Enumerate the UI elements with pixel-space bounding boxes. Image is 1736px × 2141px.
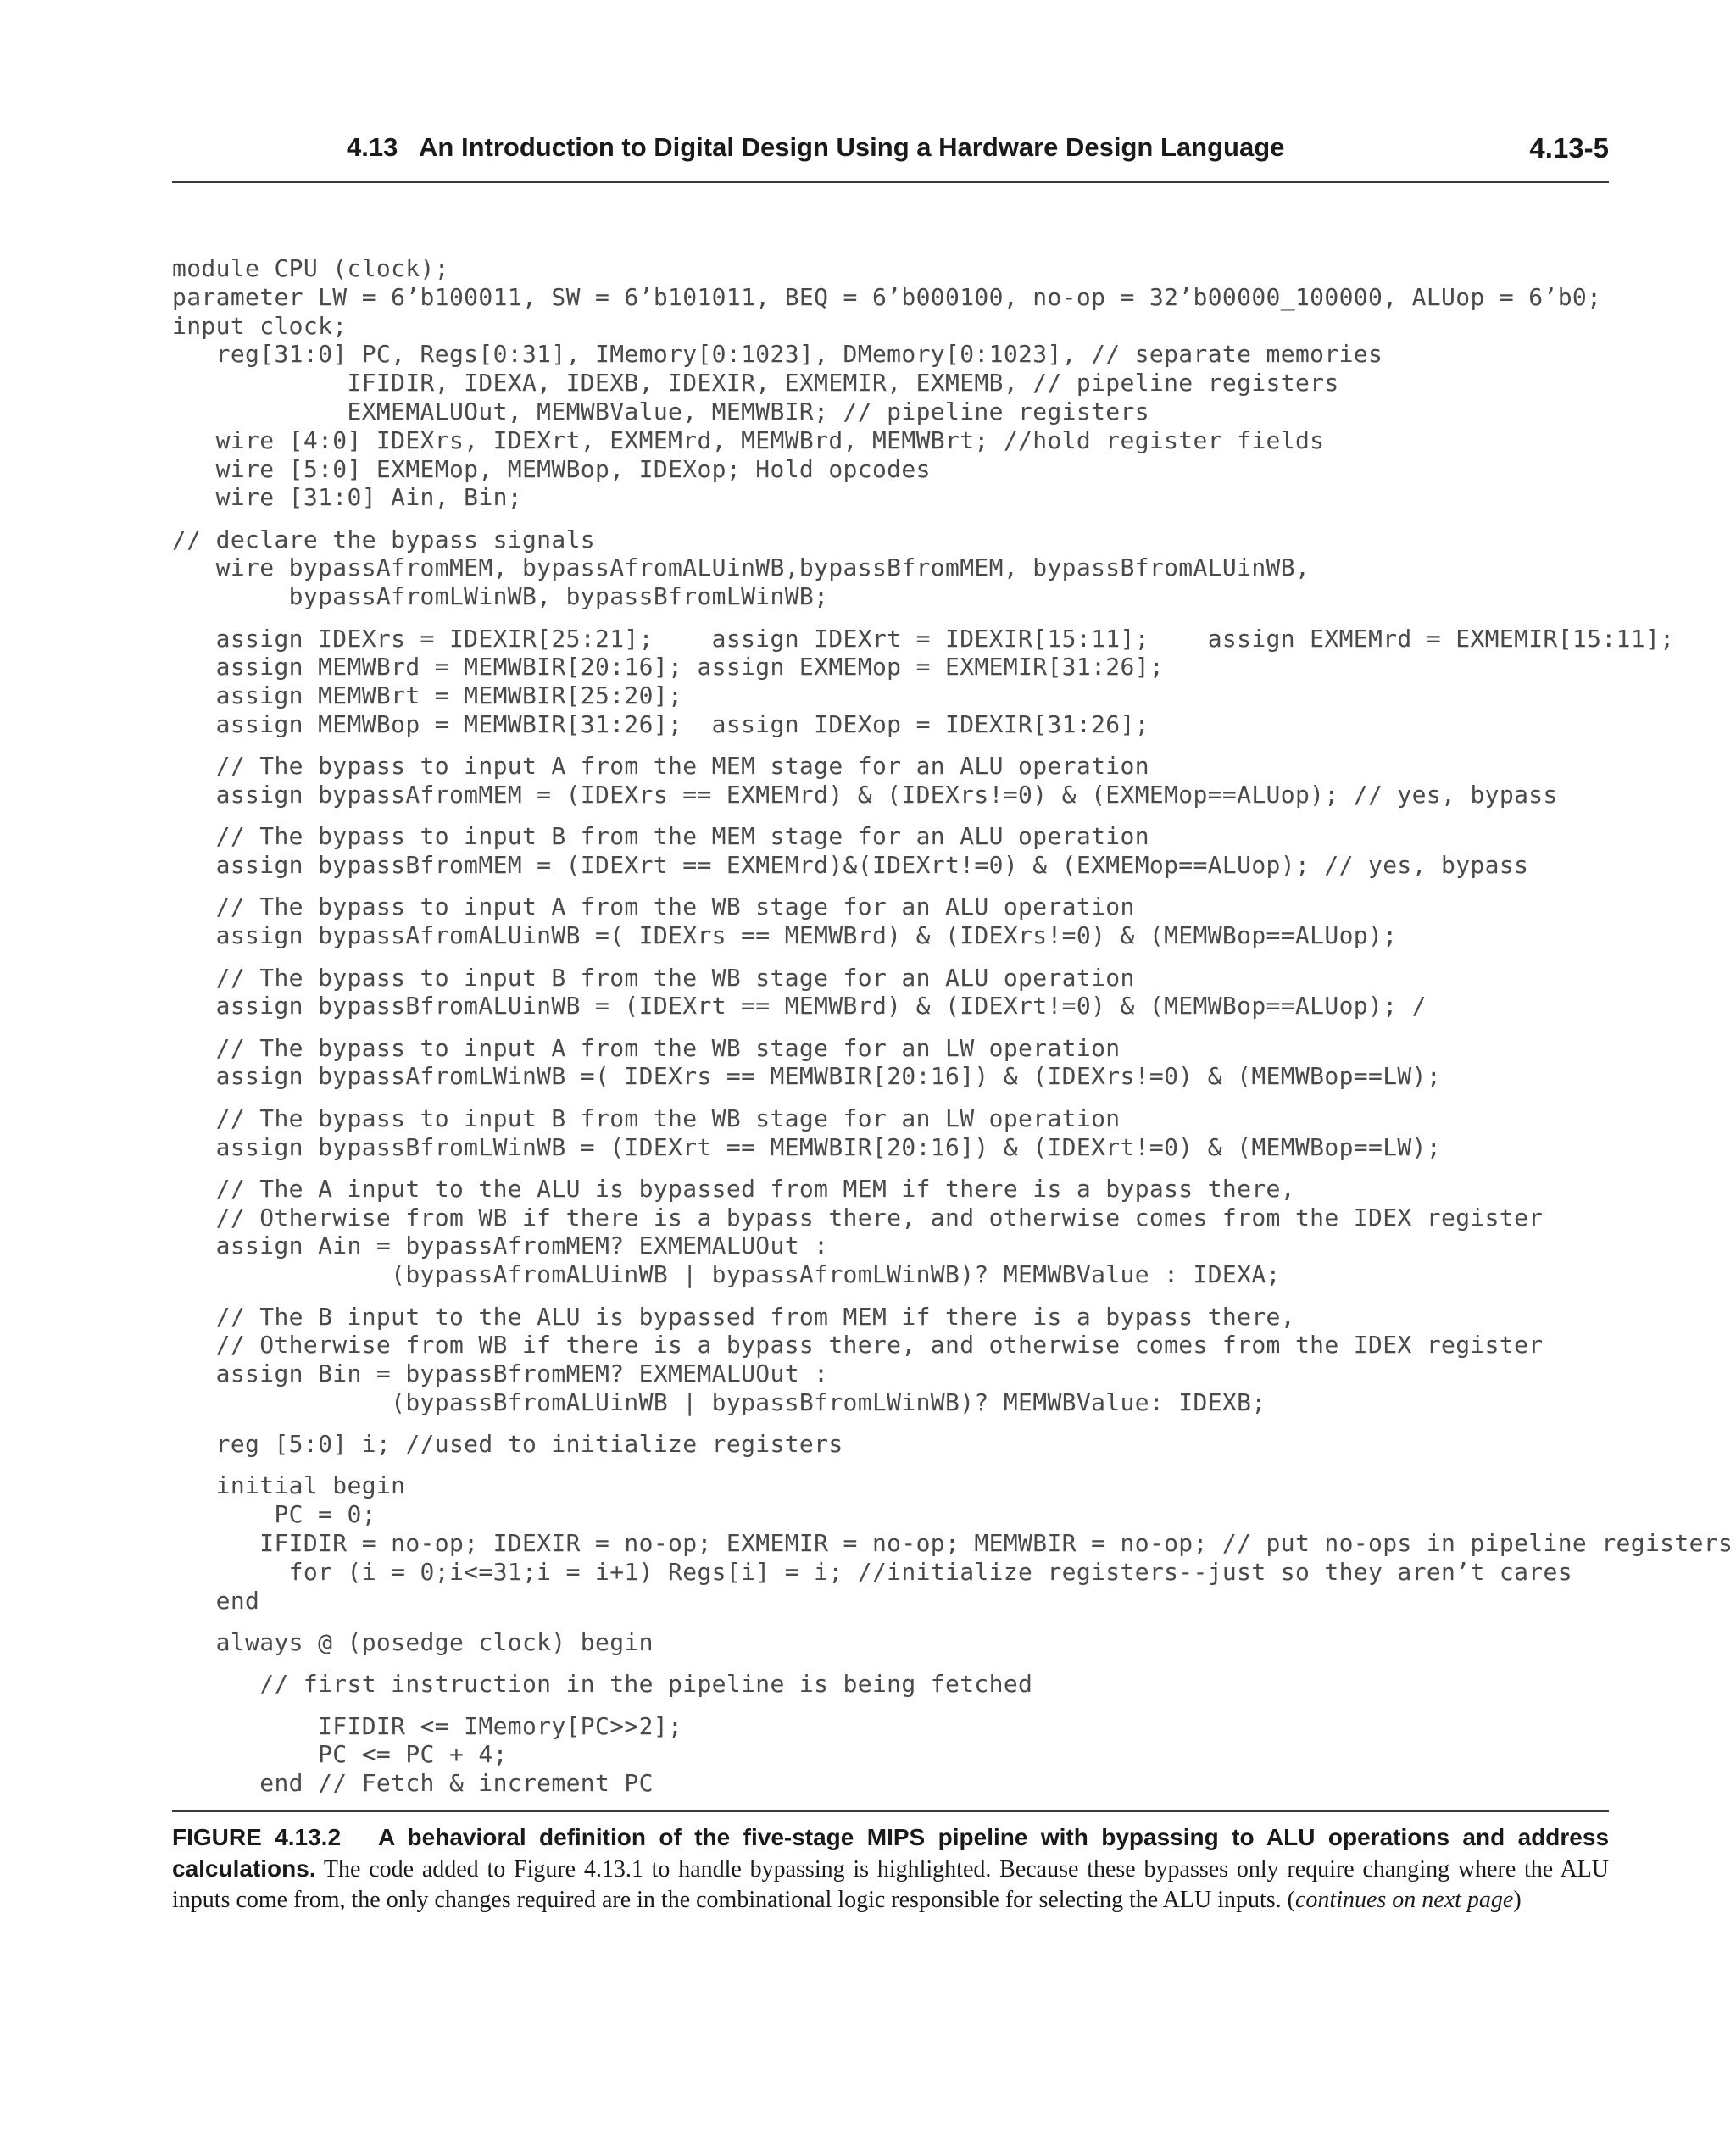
code-line: wire bypassAfromMEM, bypassAfromALUinWB,bypassBfromMEM, bypassBfromALUinWB, bbox=[172, 553, 1310, 582]
block-gap bbox=[172, 1615, 1613, 1628]
code-line: EXMEMALUOut, MEMWBValue, MEMWBIR; // pipeline registers bbox=[172, 397, 1149, 425]
code-line: bypassAfromLWinWB, bypassBfromLWinWB; bbox=[172, 582, 829, 611]
code-line: wire [5:0] EXMEMop, MEMWBop, IDEXop; Hold opcodes bbox=[172, 454, 931, 483]
code-line: initial begin bbox=[172, 1471, 406, 1500]
block-gap bbox=[172, 1161, 1613, 1175]
block-gap bbox=[172, 739, 1613, 753]
code-line: always @ (posedge clock) begin bbox=[172, 1627, 654, 1656]
code-line: end // Fetch & increment PC bbox=[172, 1769, 654, 1798]
figure-rule bbox=[172, 1810, 1609, 1812]
code-line: // The bypass to input B from the WB stage for an ALU operation bbox=[172, 963, 1135, 992]
code-line: (bypassAfromALUinWB | bypassAfromLWinWB)? MEMWBValue : IDEXA; bbox=[172, 1260, 1281, 1289]
section-title: 4.13 An Introduction to Digital Design Using a Hardware Design Language bbox=[347, 132, 1285, 162]
code-line: assign MEMWBop = MEMWBIR[31:26]; assign IDEXop = IDEXIR[31:26]; bbox=[172, 709, 1149, 738]
code-line: parameter LW = 6’b100011, SW = 6’b101011, BEQ = 6’b000100, no-op = 32’b00000_100000, ALUop = 6’b0; bbox=[172, 282, 1602, 311]
code-line: assign Bin = bypassBfromMEM? EXMEMALUOut : bbox=[172, 1360, 829, 1388]
code-line: assign bypassBfromLWinWB = (IDEXrt == MEMWBIR[20:16]) & (IDEXrt!=0) & (MEMWBop==LW); bbox=[172, 1132, 1442, 1161]
code-line: reg [5:0] i; //used to initialize registers bbox=[172, 1430, 843, 1459]
code-line: // The A input to the ALU is bypassed from MEM if there is a bypass there, bbox=[172, 1174, 1295, 1203]
block-gap bbox=[172, 512, 1613, 526]
code-line: // The B input to the ALU is bypassed from MEM if there is a bypass there, bbox=[172, 1302, 1295, 1331]
block-gap bbox=[172, 1417, 1613, 1431]
code-line: // declare the bypass signals bbox=[172, 525, 596, 553]
code-line: // Otherwise from WB if there is a bypass there, and otherwise comes from the IDEX register bbox=[172, 1203, 1544, 1232]
code-line: module CPU (clock); bbox=[172, 254, 449, 282]
code-line: for (i = 0;i<=31;i = i+1) Regs[i] = i; //initialize registers--just so they aren’t cares bbox=[172, 1557, 1572, 1586]
code-line: // The bypass to input A from the MEM stage for an ALU operation bbox=[172, 752, 1149, 781]
figure-label: FIGURE 4.13.2 bbox=[172, 1824, 342, 1850]
code-line: // The bypass to input B from the WB stage for an LW operation bbox=[172, 1104, 1121, 1132]
code-line: assign MEMWBrd = MEMWBIR[20:16]; assign EXMEMop = EXMEMIR[31:26]; bbox=[172, 653, 1165, 681]
code-line: reg[31:0] PC, Regs[0:31], IMemory[0:1023], DMemory[0:1023], // separate memories bbox=[172, 340, 1383, 369]
continues-note: continues on next page bbox=[1294, 1887, 1514, 1913]
code-line: (bypassBfromALUinWB | bypassBfromLWinWB)? MEMWBValue: IDEXB; bbox=[172, 1387, 1266, 1416]
block-gap bbox=[172, 1091, 1613, 1104]
header-rule bbox=[172, 181, 1609, 183]
block-gap bbox=[172, 1699, 1613, 1712]
code-line: // The bypass to input A from the WB stage for an ALU operation bbox=[172, 893, 1135, 921]
page-number: 4.13-5 bbox=[1529, 132, 1609, 164]
code-line: // first instruction in the pipeline is being fetched bbox=[172, 1670, 1033, 1699]
code-line: input clock; bbox=[172, 311, 348, 340]
figure-description: The code added to Figure 4.13.1 to handle bypassing is highlighted. Because these bypasses only require changing where the ALU inputs come from, the only changes required are in the combinational logic responsible for selecting the ALU inputs. ( bbox=[172, 1856, 1609, 1913]
verilog-code-listing bbox=[172, 254, 1733, 1798]
figure-title: A behavioral definition of the five-stage MIPS pipeline with bypassing to ALU operations and address calculations. bbox=[172, 1824, 1610, 1882]
code-line: assign bypassBfromMEM = (IDEXrt == EXMEMrd)&(IDEXrt!=0) & (EXMEMop==ALUop); // yes, bypass bbox=[172, 851, 1529, 880]
running-header bbox=[172, 129, 1609, 180]
code-line: assign bypassAfromALUinWB =( IDEXrs == MEMWBrd) & (IDEXrs!=0) & (MEMWBop==ALUop); bbox=[172, 921, 1398, 950]
caption-close-paren: ) bbox=[1513, 1887, 1522, 1913]
block-gap bbox=[172, 1289, 1613, 1303]
code-line: IFIDIR, IDEXA, IDEXB, IDEXIR, EXMEMIR, EXMEMB, // pipeline registers bbox=[172, 369, 1339, 398]
code-line: IFIDIR = no-op; IDEXIR = no-op; EXMEMIR = no-op; MEMWBIR = no-op; // put no-ops in pipeline registers bbox=[172, 1529, 1733, 1558]
block-gap bbox=[172, 1657, 1613, 1671]
code-line: assign IDEXrs = IDEXIR[25:21]; assign IDEXrt = IDEXIR[15:11]; assign EXMEMrd = EXMEMIR[15:11]; bbox=[172, 624, 1675, 653]
code-line: assign bypassAfromMEM = (IDEXrs == EXMEMrd) & (IDEXrs!=0) & (EXMEMop==ALUop); // yes, bypass bbox=[172, 781, 1558, 809]
block-gap bbox=[172, 1020, 1613, 1034]
figure-caption bbox=[172, 1822, 1609, 1916]
block-gap bbox=[172, 950, 1613, 964]
code-line: end bbox=[172, 1586, 260, 1615]
code-line: wire [4:0] IDEXrs, IDEXrt, EXMEMrd, MEMWBrd, MEMWBrt; //hold register fields bbox=[172, 425, 1325, 454]
block-gap bbox=[172, 809, 1613, 823]
code-line: assign MEMWBrt = MEMWBIR[25:20]; bbox=[172, 681, 683, 710]
code-line: PC <= PC + 4; bbox=[172, 1740, 508, 1769]
code-line: PC = 0; bbox=[172, 1500, 376, 1529]
code-line: // The bypass to input B from the MEM stage for an ALU operation bbox=[172, 822, 1149, 851]
code-line: assign bypassAfromLWinWB =( IDEXrs == MEMWBIR[20:16]) & (IDEXrs!=0) & (MEMWBop==LW); bbox=[172, 1062, 1442, 1091]
code-line: assign bypassBfromALUinWB = (IDEXrt == MEMWBrd) & (IDEXrt!=0) & (MEMWBop==ALUop); / bbox=[172, 992, 1427, 1020]
code-line: IFIDIR <= IMemory[PC>>2]; bbox=[172, 1711, 683, 1740]
code-line: // The bypass to input A from the WB stage for an LW operation bbox=[172, 1033, 1121, 1062]
block-gap bbox=[172, 880, 1613, 893]
code-line: assign Ain = bypassAfromMEM? EXMEMALUOut : bbox=[172, 1232, 829, 1260]
code-line: wire [31:0] Ain, Bin; bbox=[172, 483, 522, 512]
code-line: // Otherwise from WB if there is a bypass there, and otherwise comes from the IDEX register bbox=[172, 1331, 1544, 1360]
block-gap bbox=[172, 1459, 1613, 1472]
block-gap bbox=[172, 611, 1613, 625]
